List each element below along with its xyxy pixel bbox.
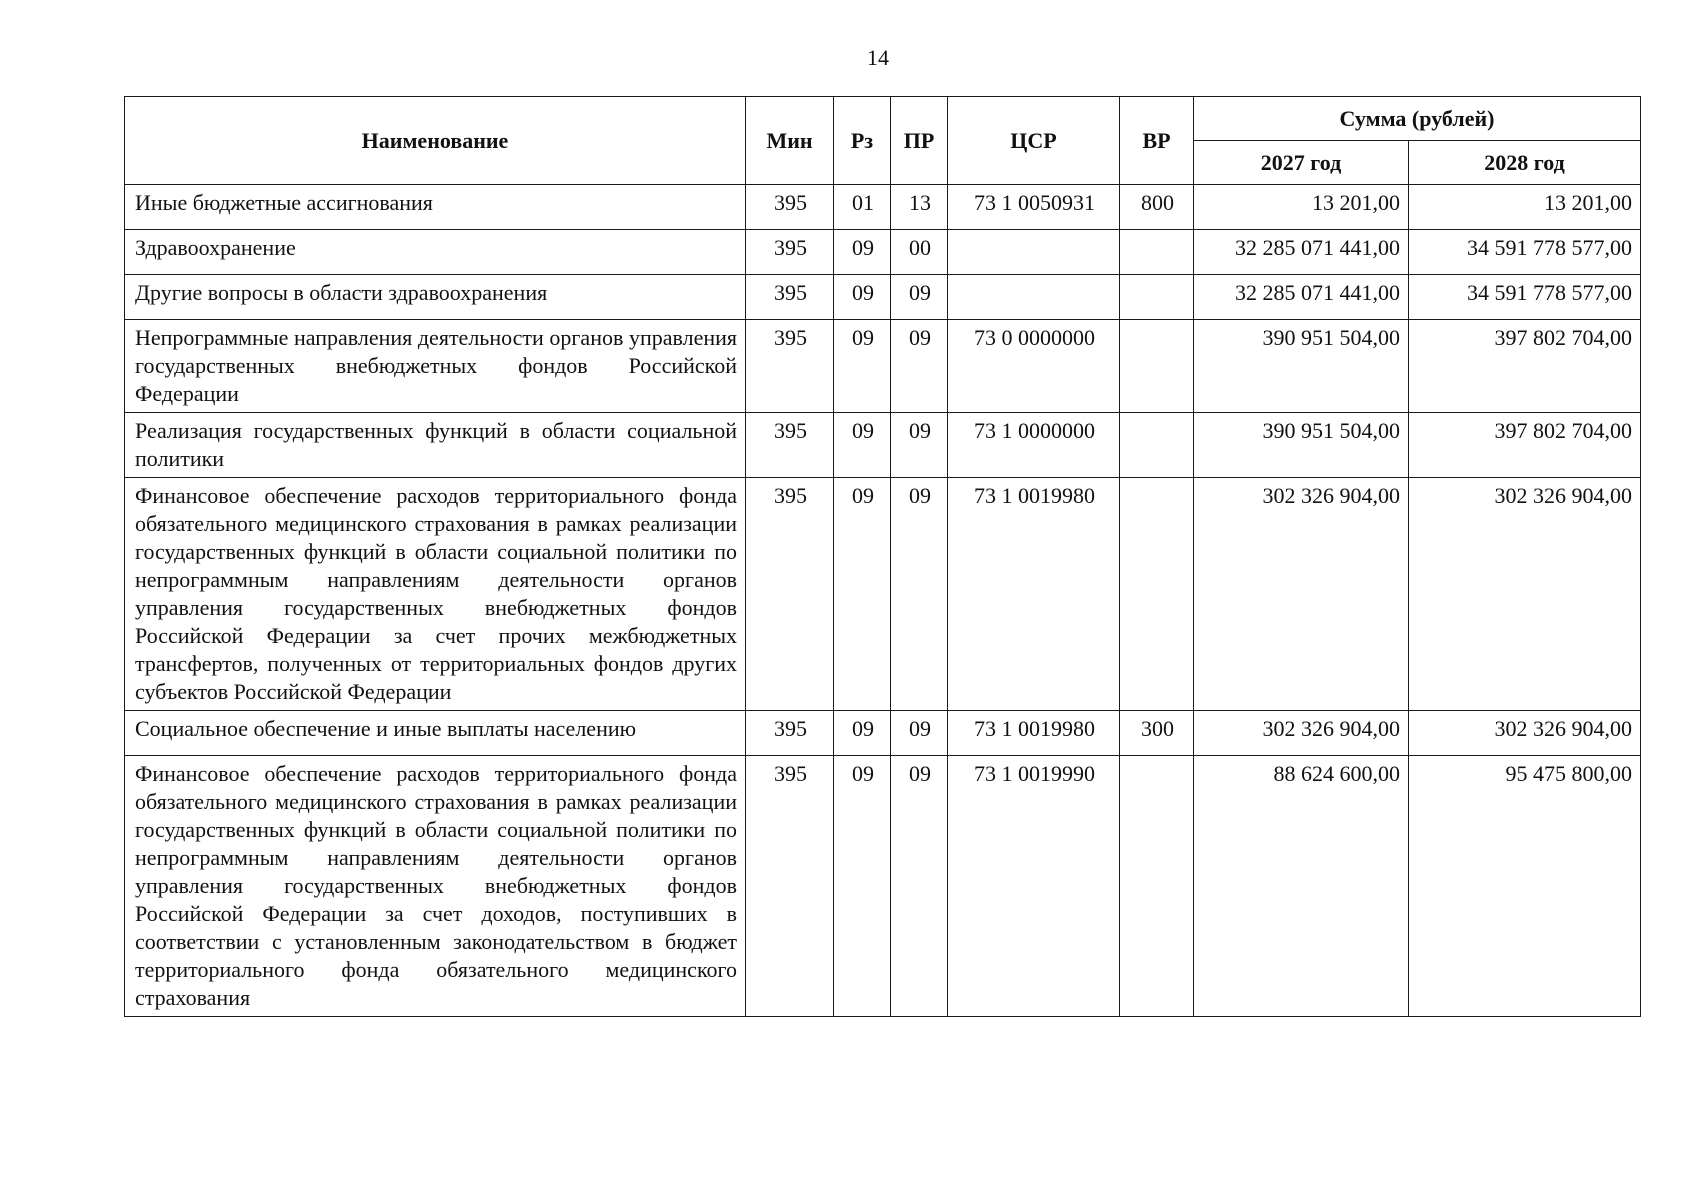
- row-amount-2028: 34 591 778 577,00: [1409, 275, 1641, 320]
- row-vr: [1120, 320, 1194, 413]
- row-name: Реализация государственных функций в области социальной политики: [125, 413, 746, 478]
- row-amount-2027: 390 951 504,00: [1194, 413, 1409, 478]
- row-rz: 09: [834, 275, 891, 320]
- row-amount-2027: 390 951 504,00: [1194, 320, 1409, 413]
- row-name: Социальное обеспечение и иные выплаты населению: [125, 711, 746, 756]
- row-amount-2027: 32 285 071 441,00: [1194, 275, 1409, 320]
- header-year-2027: 2027 год: [1194, 141, 1409, 185]
- row-vr: [1120, 413, 1194, 478]
- row-amount-2027: 88 624 600,00: [1194, 756, 1409, 1017]
- table-row: [125, 185, 1641, 230]
- row-min: 395: [746, 275, 834, 320]
- table-row: [125, 275, 1641, 320]
- row-amount-2027: 32 285 071 441,00: [1194, 230, 1409, 275]
- row-pr: 09: [891, 275, 948, 320]
- row-pr: 09: [891, 711, 948, 756]
- row-amount-2028: 302 326 904,00: [1409, 711, 1641, 756]
- table-row: [125, 413, 1641, 478]
- table-row: [125, 478, 1641, 711]
- row-rz: 09: [834, 413, 891, 478]
- row-min: 395: [746, 711, 834, 756]
- header-year-2028: 2028 год: [1409, 141, 1641, 185]
- row-amount-2027: 13 201,00: [1194, 185, 1409, 230]
- header-sum: Сумма (рублей): [1194, 97, 1641, 141]
- row-name: Здравоохранение: [125, 230, 746, 275]
- row-vr: 300: [1120, 711, 1194, 756]
- row-rz: 09: [834, 756, 891, 1017]
- row-pr: 09: [891, 320, 948, 413]
- row-rz: 09: [834, 230, 891, 275]
- table-row: [125, 756, 1641, 1017]
- row-min: 395: [746, 320, 834, 413]
- row-csr: 73 1 0000000: [948, 413, 1120, 478]
- row-amount-2028: 13 201,00: [1409, 185, 1641, 230]
- row-amount-2028: 397 802 704,00: [1409, 413, 1641, 478]
- row-csr: 73 1 0019990: [948, 756, 1120, 1017]
- table-row: [125, 711, 1641, 756]
- row-vr: [1120, 230, 1194, 275]
- header-vr: ВР: [1120, 97, 1194, 185]
- row-name: Финансовое обеспечение расходов территориального фонда обязательного медицинского страхования в рамках реализации государственных функций в области социальной политики по непрограммным направлениям деятельности органов управления государственных внебюджетных фондов Российской Федерации за счет прочих межбюджетных трансфертов, полученных от территориальных фондов других субъектов Российской Федерации: [125, 478, 746, 711]
- row-name: Другие вопросы в области здравоохранения: [125, 275, 746, 320]
- row-rz: 09: [834, 711, 891, 756]
- header-pr: ПР: [891, 97, 948, 185]
- row-vr: [1120, 478, 1194, 711]
- row-vr: 800: [1120, 185, 1194, 230]
- row-pr: 09: [891, 756, 948, 1017]
- page-number: 14: [867, 45, 889, 70]
- table-body: [125, 185, 1641, 1017]
- row-name: Непрограммные направления деятельности органов управления государственных внебюджетных фондов Российской Федерации: [125, 320, 746, 413]
- row-min: 395: [746, 185, 834, 230]
- row-csr: 73 1 0019980: [948, 711, 1120, 756]
- row-name: Иные бюджетные ассигнования: [125, 185, 746, 230]
- row-amount-2028: 34 591 778 577,00: [1409, 230, 1641, 275]
- row-amount-2027: 302 326 904,00: [1194, 711, 1409, 756]
- row-pr: 13: [891, 185, 948, 230]
- row-name: Финансовое обеспечение расходов территориального фонда обязательного медицинского страхования в рамках реализации государственных функций в области социальной политики по непрограммным направлениям деятельности органов управления государственных внебюджетных фондов Российской Федерации за счет доходов, поступивших в соответствии с установленным законодательством в бюджет территориального фонда обязательного медицинского страхования: [125, 756, 746, 1017]
- header-csr: ЦСР: [948, 97, 1120, 185]
- row-amount-2028: 95 475 800,00: [1409, 756, 1641, 1017]
- row-rz: 09: [834, 478, 891, 711]
- row-amount-2028: 302 326 904,00: [1409, 478, 1641, 711]
- row-vr: [1120, 756, 1194, 1017]
- row-csr: 73 1 0050931: [948, 185, 1120, 230]
- row-amount-2028: 397 802 704,00: [1409, 320, 1641, 413]
- row-pr: 00: [891, 230, 948, 275]
- header-min: Мин: [746, 97, 834, 185]
- row-amount-2027: 302 326 904,00: [1194, 478, 1409, 711]
- table-row: [125, 320, 1641, 413]
- budget-table: [124, 96, 1641, 1017]
- row-rz: 01: [834, 185, 891, 230]
- header-name: Наименование: [125, 97, 746, 185]
- row-rz: 09: [834, 320, 891, 413]
- row-vr: [1120, 275, 1194, 320]
- row-csr: 73 0 0000000: [948, 320, 1120, 413]
- row-min: 395: [746, 756, 834, 1017]
- row-min: 395: [746, 478, 834, 711]
- row-pr: 09: [891, 413, 948, 478]
- row-min: 395: [746, 230, 834, 275]
- table-row: [125, 230, 1641, 275]
- row-min: 395: [746, 413, 834, 478]
- row-pr: 09: [891, 478, 948, 711]
- table-header: [125, 97, 1641, 185]
- header-rz: Рз: [834, 97, 891, 185]
- row-csr: [948, 275, 1120, 320]
- row-csr: [948, 230, 1120, 275]
- row-csr: 73 1 0019980: [948, 478, 1120, 711]
